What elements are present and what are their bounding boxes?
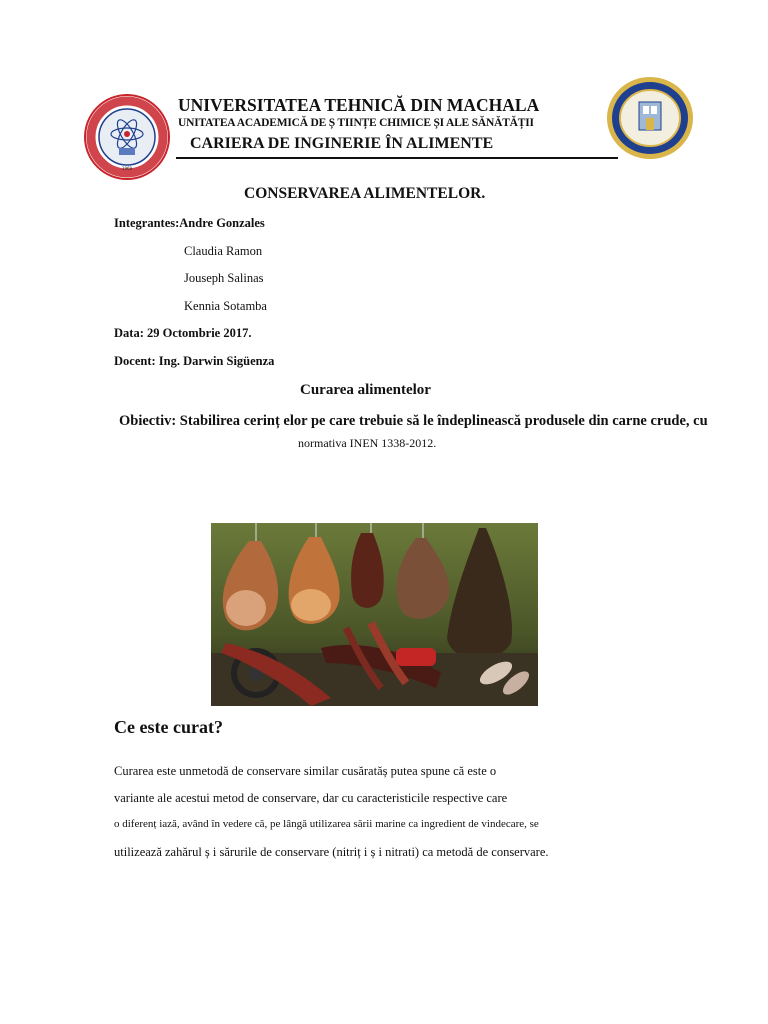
member-name: Jouseph Salinas: [184, 271, 264, 285]
cured-meats-photo: [211, 523, 538, 706]
member-name: Claudia Ramon: [184, 244, 263, 258]
university-name: UNIVERSITATEA TEHNICĂ DIN MACHALA: [178, 95, 540, 115]
academic-unit-name: UNITATEA ACADEMICĂ DE Ș TIINȚE CHIMICE ȘI ALE SĂNĂTĂȚII: [178, 117, 534, 129]
question-heading: Ce este curat?: [114, 717, 223, 737]
university-seal-icon: [84, 94, 170, 180]
objective-continuation: normativa INEN 1338-2012.: [298, 436, 437, 450]
paragraph-line: o diferenț iază, având în vedere că, pe lângă utilizarea sării marine ca ingredient de vindecare, se: [114, 818, 539, 830]
member-name: Kennia Sotamba: [184, 299, 267, 313]
header-divider: [176, 157, 618, 159]
member-name: Andre Gonzales: [179, 216, 265, 230]
section-title: Curarea alimentelor: [300, 382, 431, 398]
teacher-line: [114, 354, 274, 369]
document-title: CONSERVAREA ALIMENTELOR.: [244, 185, 486, 202]
faculty-seal-icon: [606, 76, 694, 160]
members-line: [114, 216, 265, 231]
date-value: 29 Octombrie 2017.: [146, 326, 252, 340]
date-line: [114, 326, 251, 341]
date-label: Data:: [114, 326, 144, 340]
paragraph-line: Curarea este unmetodă de conservare similar cusăratăș putea spune că este o: [114, 764, 497, 778]
teacher-label: Docent:: [114, 354, 156, 368]
teacher-value: Ing. Darwin Sigüenza: [158, 354, 275, 368]
career-name: CARIERA DE INGINERIE ÎN ALIMENTE: [190, 135, 494, 152]
objective-text: Obiectiv: Stabilirea cerinț elor pe care trebuie să le îndeplinească produsele din carne crude, cu: [119, 413, 708, 429]
svg-text:1969: 1969: [121, 166, 133, 171]
members-label: Integrantes:: [114, 216, 180, 230]
paragraph-line: utilizează zahărul ș i sărurile de conservare (nitriț i ș i nitrati) ca metodă de conservare.: [114, 845, 549, 859]
paragraph-line: variante ale acestui metod de conservare, dar cu caracteristicile respective care: [114, 791, 508, 805]
